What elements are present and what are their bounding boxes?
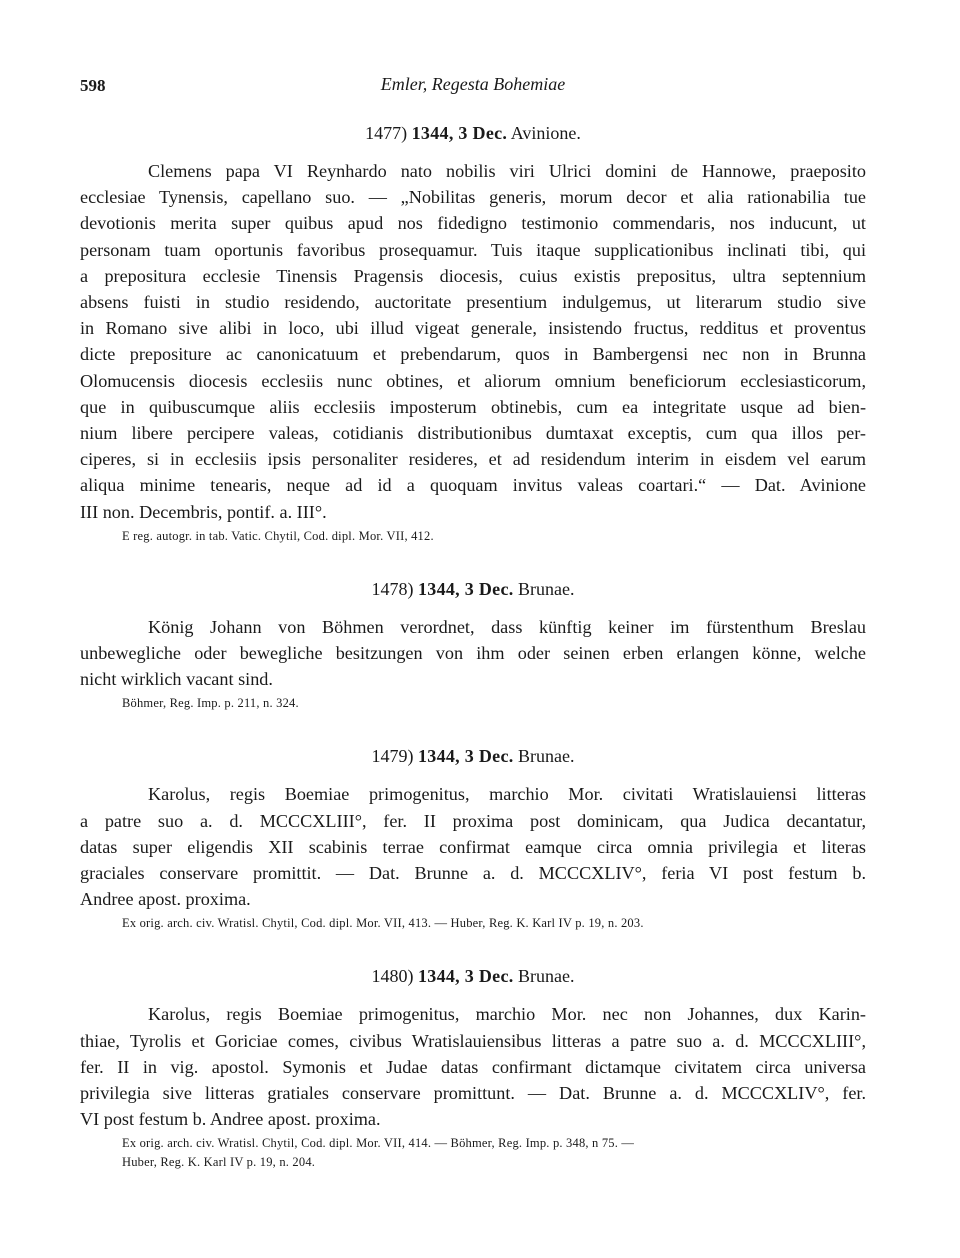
source-note-line: Ex orig. arch. civ. Wratisl. Chytil, Cod. dipl. Mor. VII, 414. — Böhmer, Reg. Imp. p. 348, n 75. — (122, 1136, 635, 1151)
body-line: Clemens papa VI Reynhardo nato nobilis viri Ulrici domini de Hannowe, praeposito (148, 161, 866, 181)
running-header (80, 74, 866, 104)
body-line: a patre suo a. d. MCCCXLIII°, fer. II proxima post dominicam, qua Judica decantatur, (80, 810, 866, 831)
source-note-line: Huber, Reg. K. Karl IV p. 19, n. 204. (122, 1155, 316, 1170)
entry-date: 1344, 3 Dec. (417, 966, 514, 987)
entry-body (80, 614, 866, 693)
body-line: ciperes, si in ecclesiis ipsis personaliter resideres, et ad residendum interim in eisdem vel earum (80, 449, 866, 470)
source-note (122, 1134, 866, 1172)
body-line: unbewegliche oder bewegliche besitzungen von ihm oder seinen erben erlangen könne, welche (80, 643, 866, 664)
entry-heading (80, 963, 866, 989)
entry-number: 1478) (371, 578, 414, 599)
source-note-line: Ex orig. arch. civ. Wratisl. Chytil, Cod. dipl. Mor. VII, 413. — Huber, Reg. K. Karl IV p. 19, n. 203. (122, 916, 644, 931)
entries-list (80, 120, 866, 1186)
body-line: privilegia sive litteras gratiales conservare promittunt. — Dat. Brunne a. d. MCCCXLIV°, fer. (80, 1083, 866, 1104)
body-line: absens fuisti in studio residendo, auctoritate presentium indulgemus, ut literarum studio sive (80, 292, 866, 313)
entry-heading (80, 120, 866, 146)
regest-entry (80, 576, 866, 728)
entry-heading (80, 576, 866, 602)
entry-place: Brunae. (518, 966, 575, 987)
regest-entry (80, 963, 866, 1186)
entry-date: 1344, 3 Dec. (417, 578, 514, 599)
body-line: ecclesiae Tynensis, capellano suo. — „Nobilitas generis, morum decor et alia rationabilia tue (80, 187, 866, 208)
entry-number: 1480) (371, 966, 414, 987)
body-line: Karolus, regis Boemiae primogenitus, marchio Mor. civitati Wratislauiensi litteras (148, 784, 866, 805)
running-title: Emler, Regesta Bohemiae (380, 74, 566, 94)
body-line: III non. Decembris, pontif. a. III°. (80, 501, 327, 522)
body-line: König Johann von Böhmen verordnet, dass künftig keiner im fürstenthum Breslau (148, 616, 866, 637)
body-line: a prepositura ecclesie Tinensis Pragensis diocesis, cuius existis prepositus, ultra septennium (80, 265, 866, 286)
body-line: nicht wirklich vacant sind. (80, 669, 273, 690)
body-line: fer. II in vig. apostol. Symonis et Judae datas confirmant dictamque civitatem circa universa (80, 1056, 866, 1077)
body-line: thiae, Tyrolis et Goriciae comes, civibus Wratislauiensibus litteras a patre suo a. d. MCCCXLIII°, (80, 1030, 866, 1051)
source-note-line: Böhmer, Reg. Imp. p. 211, n. 324. (122, 696, 299, 711)
body-line: nium libere percipere valeas, cotidianis distributionibus dumtaxat exceptis, cum qua illos per- (80, 423, 866, 444)
entry-date: 1344, 3 Dec. (411, 123, 508, 143)
body-line: aliqua minime tenearis, neque ad id a quoquam invitus valeas coartari.“ — Dat. Avinione (80, 475, 866, 496)
entry-body (80, 1001, 866, 1132)
body-line: Andree apost. proxima. (80, 889, 251, 910)
regest-entry (80, 120, 866, 560)
entry-body (80, 158, 866, 525)
source-note (122, 527, 866, 546)
document-page (80, 74, 866, 1186)
body-line: Olomucensis diocesis ecclesiis nunc obtines, et aliorum omnium beneficiorum ecclesiasticorum, (80, 370, 866, 391)
entry-heading (80, 743, 866, 769)
regest-entry (80, 743, 866, 947)
body-line: personam tuam oportunis favoribus prosequamur. Tuis itaque supplicationibus inclinati tibi, qui (80, 239, 866, 260)
page-number: 598 (80, 76, 106, 95)
body-line: dicte prepositure ac canonicatuum et prebendarum, quos in Bambergensi nec non in Brunna (80, 344, 866, 365)
entry-number: 1477) (365, 123, 408, 143)
body-line: devotionis merita super quibus apud nos fidedigno testimonio commendaris, nos inducunt, ut (80, 213, 866, 234)
body-line: datas super eligendis XII scabinis terrae confirmat eamque circa omnia privilegia et literas (80, 836, 866, 857)
entry-place: Brunae. (518, 746, 575, 767)
source-note-line: E reg. autogr. in tab. Vatic. Chytil, Cod. dipl. Mor. VII, 412. (122, 528, 434, 543)
entry-date: 1344, 3 Dec. (417, 746, 514, 767)
body-line: VI post festum b. Andree apost. proxima. (80, 1109, 381, 1130)
entry-place: Avinione. (510, 123, 581, 143)
entry-number: 1479) (371, 746, 414, 767)
body-line: graciales conservare promittit. — Dat. Brunne a. d. MCCCXLIV°, feria VI post festum b. (80, 863, 866, 884)
entry-place: Brunae. (518, 578, 575, 599)
body-line: que in quibuscumque aliis ecclesiis imposterum obtinebis, cum ea integritate usque ad bien- (80, 396, 866, 417)
source-note (122, 914, 866, 933)
source-note (122, 694, 866, 713)
body-line: in Romano sive alibi in loco, ubi illud vigeat generale, insistendo fructus, redditus et proventus (80, 318, 866, 339)
entry-body (80, 781, 866, 912)
body-line: Karolus, regis Boemiae primogenitus, marchio Mor. nec non Johannes, dux Karin- (148, 1004, 866, 1025)
